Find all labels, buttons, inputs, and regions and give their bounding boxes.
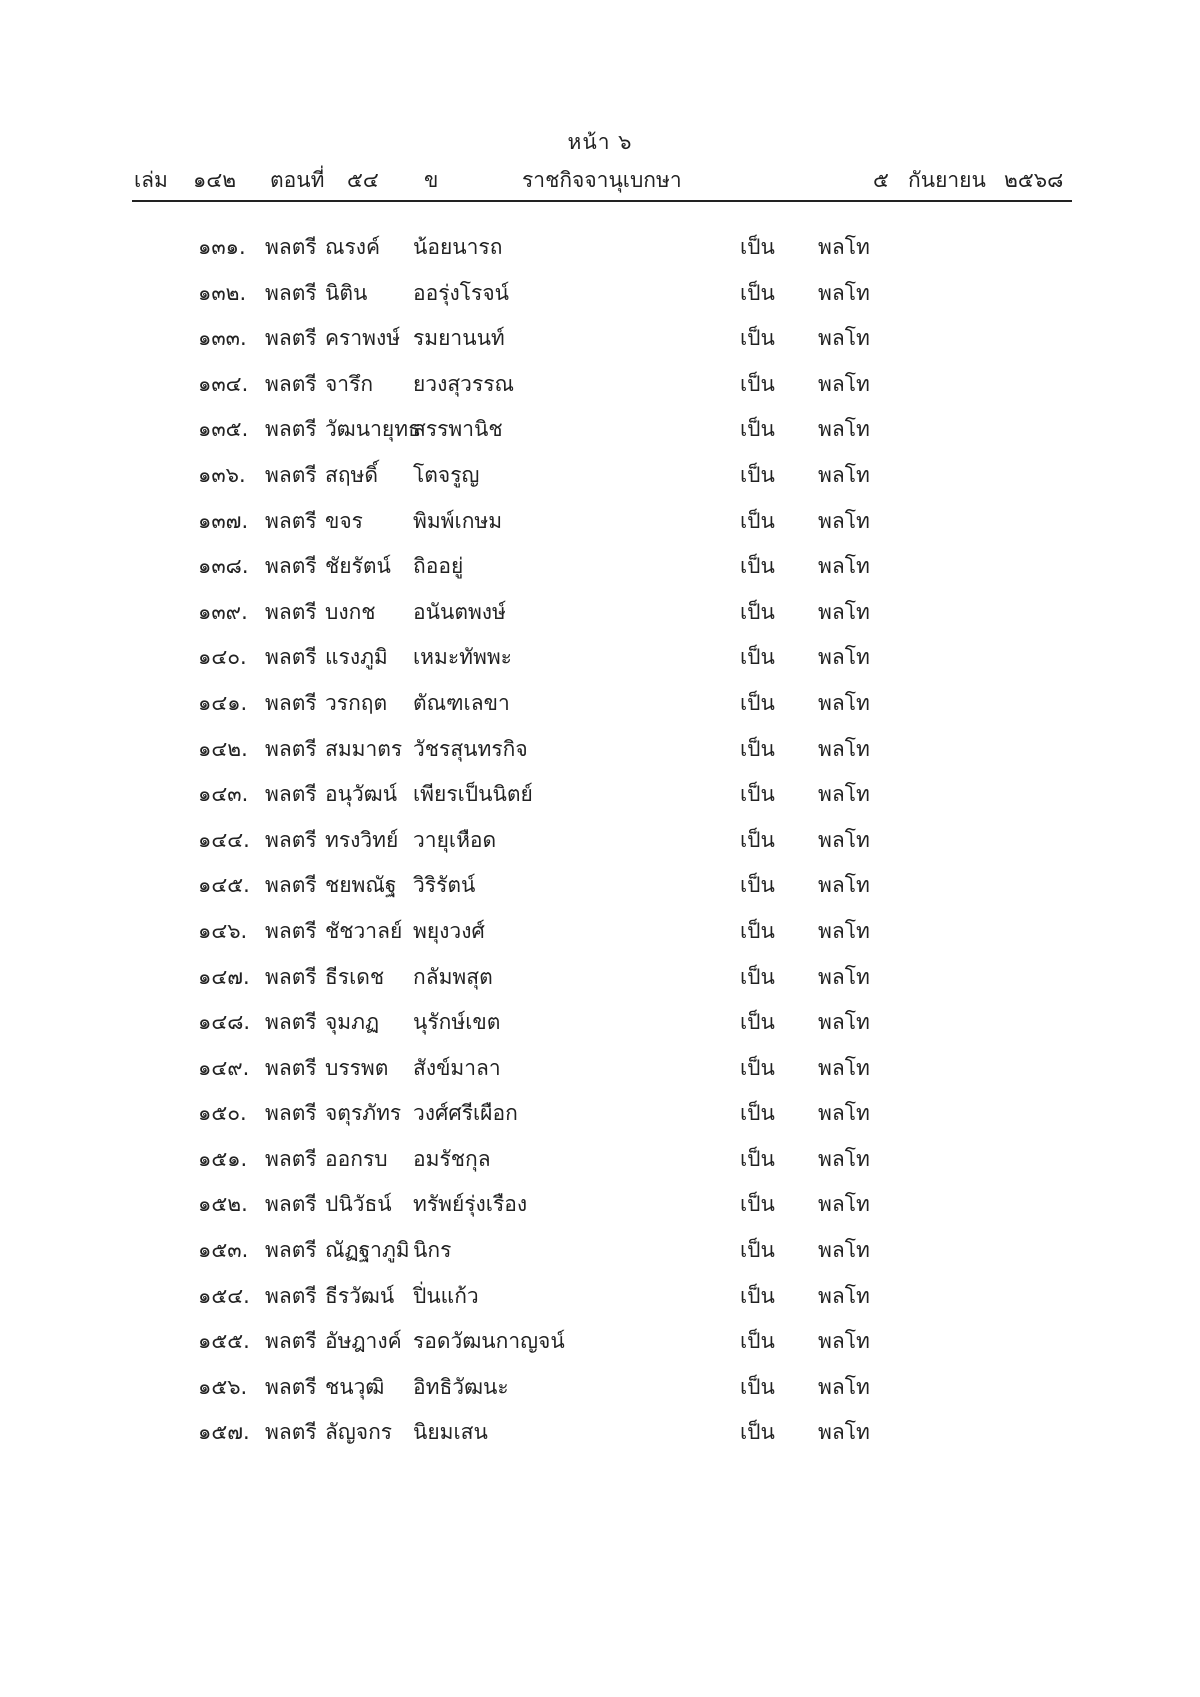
list-item — [0, 1230, 1200, 1276]
current-rank: พลตรี — [265, 1420, 317, 1445]
current-rank: พลตรี — [265, 1055, 317, 1080]
promotion-word: เป็น — [740, 1101, 775, 1126]
last-name: รมยานนท์ — [413, 326, 505, 351]
list-item — [0, 1321, 1200, 1367]
current-rank: พลตรี — [265, 326, 317, 351]
last-name: วงศ์ศรีเผือก — [413, 1101, 518, 1126]
list-item — [0, 1093, 1200, 1139]
current-rank: พลตรี — [265, 1238, 317, 1263]
promotion-word: เป็น — [740, 554, 775, 579]
last-name: น้อยนารถ — [413, 235, 503, 259]
new-rank: พลโท — [818, 1374, 870, 1399]
new-rank: พลโท — [818, 918, 870, 943]
promotion-word: เป็น — [740, 873, 775, 898]
new-rank: พลโท — [818, 645, 870, 670]
list-item — [0, 683, 1200, 729]
first-name: ทรงวิทย์ — [325, 827, 399, 852]
page-number: หน้า ๖ — [567, 130, 633, 154]
current-rank: พลตรี — [265, 1329, 317, 1354]
promotion-word: เป็น — [740, 1146, 775, 1171]
first-name: แรงภูมิ — [325, 645, 388, 670]
first-name: จุมภฏ — [325, 1010, 380, 1035]
promotion-word: เป็น — [740, 1010, 775, 1035]
list-item — [0, 592, 1200, 638]
last-name: นิยมเสน — [413, 1420, 488, 1445]
current-rank: พลตรี — [265, 918, 317, 943]
entry-number: ๑๔๘. — [198, 1010, 251, 1035]
promotion-word: เป็น — [740, 508, 775, 533]
new-rank: พลโท — [818, 554, 870, 579]
first-name: ลัญจกร — [325, 1420, 393, 1445]
entry-number: ๑๓๑. — [198, 235, 246, 259]
first-name: ธีรเดช — [325, 964, 385, 989]
list-item — [0, 409, 1200, 455]
current-rank: พลตรี — [265, 1374, 317, 1399]
current-rank: พลตรี — [265, 782, 317, 807]
list-item — [0, 1367, 1200, 1413]
first-name: ชยพณัฐ — [325, 873, 397, 898]
current-rank: พลตรี — [265, 645, 317, 670]
new-rank: พลโท — [818, 326, 870, 351]
entry-number: ๑๔๑. — [198, 690, 248, 715]
last-name: รอดวัฒนกาญจน์ — [413, 1329, 565, 1354]
current-rank: พลตรี — [265, 235, 317, 259]
current-rank: พลตรี — [265, 1146, 317, 1171]
last-name: อนันตพงษ์ — [413, 599, 506, 624]
first-name: นิติน — [325, 280, 368, 305]
last-name: ทรัพย์รุ่งเรือง — [413, 1192, 528, 1217]
promotion-word: เป็น — [740, 964, 775, 989]
new-rank: พลโท — [818, 1101, 870, 1126]
current-rank: พลตรี — [265, 690, 317, 715]
current-rank: พลตรี — [265, 599, 317, 624]
current-rank: พลตรี — [265, 1192, 317, 1217]
first-name: ณรงค์ — [325, 235, 381, 259]
gazette-name: ราชกิจจานุเบกษา — [522, 168, 682, 192]
first-name: อนุวัฒน์ — [325, 782, 398, 807]
current-rank: พลตรี — [265, 964, 317, 989]
list-item — [0, 820, 1200, 866]
first-name: บงกช — [325, 599, 376, 624]
issue-number: ๕๔ — [347, 168, 379, 192]
first-name: ออกรบ — [325, 1146, 388, 1171]
promotion-word: เป็น — [740, 918, 775, 943]
last-name: เหมะทัพพะ — [413, 645, 512, 670]
list-item — [0, 1002, 1200, 1048]
last-name: เพียรเป็นนิตย์ — [413, 782, 533, 807]
new-rank: พลโท — [818, 1420, 870, 1445]
entry-number: ๑๕๒. — [198, 1192, 248, 1217]
new-rank: พลโท — [818, 782, 870, 807]
new-rank: พลโท — [818, 827, 870, 852]
new-rank: พลโท — [818, 1283, 870, 1308]
new-rank: พลโท — [818, 417, 870, 442]
first-name: สฤษดิ์ — [325, 462, 379, 487]
date-month: กันยายน — [908, 168, 986, 192]
current-rank: พลตรี — [265, 873, 317, 898]
entry-number: ๑๕๐. — [198, 1101, 247, 1126]
last-name: สังข์มาลา — [413, 1055, 501, 1080]
list-item — [0, 957, 1200, 1003]
last-name: สรรพานิช — [413, 417, 503, 442]
entry-number: ๑๕๗. — [198, 1420, 250, 1445]
entry-number: ๑๔๕. — [198, 873, 250, 898]
section-letter: ข — [424, 168, 439, 192]
entry-number: ๑๔๖. — [198, 918, 248, 943]
new-rank: พลโท — [818, 235, 870, 259]
new-rank: พลโท — [818, 1055, 870, 1080]
first-name: วัฒนายุทธ — [325, 417, 421, 442]
current-rank: พลตรี — [265, 371, 317, 396]
promotion-word: เป็น — [740, 462, 775, 487]
first-name: ธีรวัฒน์ — [325, 1283, 395, 1308]
entry-number: ๑๕๕. — [198, 1329, 250, 1354]
last-name: ปิ่นแก้ว — [413, 1283, 479, 1308]
promotion-word: เป็น — [740, 371, 775, 396]
first-name: จตุรภัทร — [325, 1101, 402, 1126]
list-item — [0, 774, 1200, 820]
current-rank: พลตรี — [265, 280, 317, 305]
list-item — [0, 501, 1200, 547]
current-rank: พลตรี — [265, 554, 317, 579]
new-rank: พลโท — [818, 371, 870, 396]
list-item — [0, 1276, 1200, 1322]
last-name: ถิออยู่ — [413, 554, 464, 579]
promotion-word: เป็น — [740, 690, 775, 715]
new-rank: พลโท — [818, 1010, 870, 1035]
last-name: นิกร — [413, 1238, 452, 1263]
entry-number: ๑๓๓. — [198, 326, 247, 351]
list-item — [0, 1139, 1200, 1185]
gazette-header — [0, 164, 1200, 198]
entry-number: ๑๓๗. — [198, 508, 249, 533]
last-name: โตจรูญ — [413, 462, 480, 487]
entry-number: ๑๔๙. — [198, 1055, 250, 1080]
list-item — [0, 865, 1200, 911]
new-rank: พลโท — [818, 508, 870, 533]
first-name: วรกฤต — [325, 690, 388, 715]
first-name: ชัชวาลย์ — [325, 918, 403, 943]
new-rank: พลโท — [818, 736, 870, 761]
entry-number: ๑๕๑. — [198, 1146, 248, 1171]
entry-number: ๑๕๓. — [198, 1238, 249, 1263]
current-rank: พลตรี — [265, 462, 317, 487]
new-rank: พลโท — [818, 1329, 870, 1354]
entry-number: ๑๔๓. — [198, 782, 249, 807]
last-name: พยุงวงศ์ — [413, 918, 485, 943]
new-rank: พลโท — [818, 599, 870, 624]
first-name: ชนวุฒิ — [325, 1374, 385, 1399]
first-name: ขจร — [325, 508, 363, 533]
current-rank: พลตรี — [265, 1101, 317, 1126]
first-name: อัษฎางค์ — [325, 1329, 402, 1354]
last-name: ตัณฑเลขา — [413, 690, 510, 715]
promotion-word: เป็น — [740, 280, 775, 305]
promotion-list — [0, 227, 1200, 1458]
new-rank: พลโท — [818, 462, 870, 487]
last-name: นุรักษ์เขต — [413, 1010, 501, 1035]
promotion-word: เป็น — [740, 827, 775, 852]
last-name: ออรุ่งโรจน์ — [413, 280, 509, 305]
current-rank: พลตรี — [265, 827, 317, 852]
entry-number: ๑๕๖. — [198, 1374, 248, 1399]
first-name: บรรพต — [325, 1055, 389, 1080]
entry-number: ๑๓๔. — [198, 371, 249, 396]
list-item — [0, 1412, 1200, 1458]
promotion-word: เป็น — [740, 599, 775, 624]
new-rank: พลโท — [818, 964, 870, 989]
last-name: พิมพ์เกษม — [413, 508, 503, 533]
promotion-word: เป็น — [740, 326, 775, 351]
last-name: อมรัชกุล — [413, 1146, 491, 1171]
promotion-word: เป็น — [740, 235, 775, 259]
entry-number: ๑๓๒. — [198, 280, 247, 305]
volume-label: เล่ม — [134, 168, 168, 192]
promotion-word: เป็น — [740, 1238, 775, 1263]
entry-number: ๑๓๘. — [198, 554, 249, 579]
first-name: ณัฏฐาภูมิ — [325, 1238, 410, 1263]
new-rank: พลโท — [818, 1238, 870, 1263]
first-name: คราพงษ์ — [325, 326, 401, 351]
list-item — [0, 1048, 1200, 1094]
current-rank: พลตรี — [265, 1010, 317, 1035]
promotion-word: เป็น — [740, 645, 775, 670]
list-item — [0, 729, 1200, 775]
list-item — [0, 273, 1200, 319]
promotion-word: เป็น — [740, 1055, 775, 1080]
date-year: ๒๕๖๘ — [1004, 168, 1064, 192]
first-name: ชัยรัตน์ — [325, 554, 391, 579]
entry-number: ๑๓๖. — [198, 462, 246, 487]
promotion-word: เป็น — [740, 1329, 775, 1354]
promotion-word: เป็น — [740, 1420, 775, 1445]
promotion-word: เป็น — [740, 1192, 775, 1217]
last-name: วัชรสุนทรกิจ — [413, 736, 528, 761]
new-rank: พลโท — [818, 690, 870, 715]
last-name: ยวงสุวรรณ — [413, 371, 515, 396]
list-item — [0, 364, 1200, 410]
current-rank: พลตรี — [265, 417, 317, 442]
first-name: จารึก — [325, 371, 374, 396]
entry-number: ๑๔๗. — [198, 964, 250, 989]
entry-number: ๑๓๙. — [198, 599, 248, 624]
first-name: ปนิวัธน์ — [325, 1192, 392, 1217]
last-name: วายุเหือด — [413, 827, 497, 852]
current-rank: พลตรี — [265, 736, 317, 761]
promotion-word: เป็น — [740, 1283, 775, 1308]
entry-number: ๑๓๕. — [198, 417, 249, 442]
entry-number: ๑๕๔. — [198, 1283, 250, 1308]
promotion-word: เป็น — [740, 417, 775, 442]
entry-number: ๑๔๔. — [198, 827, 250, 852]
list-item — [0, 546, 1200, 592]
current-rank: พลตรี — [265, 508, 317, 533]
volume-number: ๑๔๒ — [193, 168, 237, 192]
header-divider — [132, 200, 1072, 202]
current-rank: พลตรี — [265, 1283, 317, 1308]
issue-label: ตอนที่ — [270, 168, 325, 192]
promotion-word: เป็น — [740, 736, 775, 761]
new-rank: พลโท — [818, 1192, 870, 1217]
list-item — [0, 227, 1200, 273]
entry-number: ๑๔๐. — [198, 645, 247, 670]
entry-number: ๑๔๒. — [198, 736, 248, 761]
last-name: กลัมพสุต — [413, 964, 493, 989]
first-name: สมมาตร — [325, 736, 403, 761]
last-name: วิริรัตน์ — [413, 873, 476, 898]
new-rank: พลโท — [818, 1146, 870, 1171]
new-rank: พลโท — [818, 280, 870, 305]
new-rank: พลโท — [818, 873, 870, 898]
list-item — [0, 637, 1200, 683]
list-item — [0, 1184, 1200, 1230]
last-name: อิทธิวัฒนะ — [413, 1374, 509, 1399]
list-item — [0, 911, 1200, 957]
date-day: ๕ — [873, 168, 889, 192]
promotion-word: เป็น — [740, 1374, 775, 1399]
list-item — [0, 455, 1200, 501]
list-item — [0, 318, 1200, 364]
promotion-word: เป็น — [740, 782, 775, 807]
